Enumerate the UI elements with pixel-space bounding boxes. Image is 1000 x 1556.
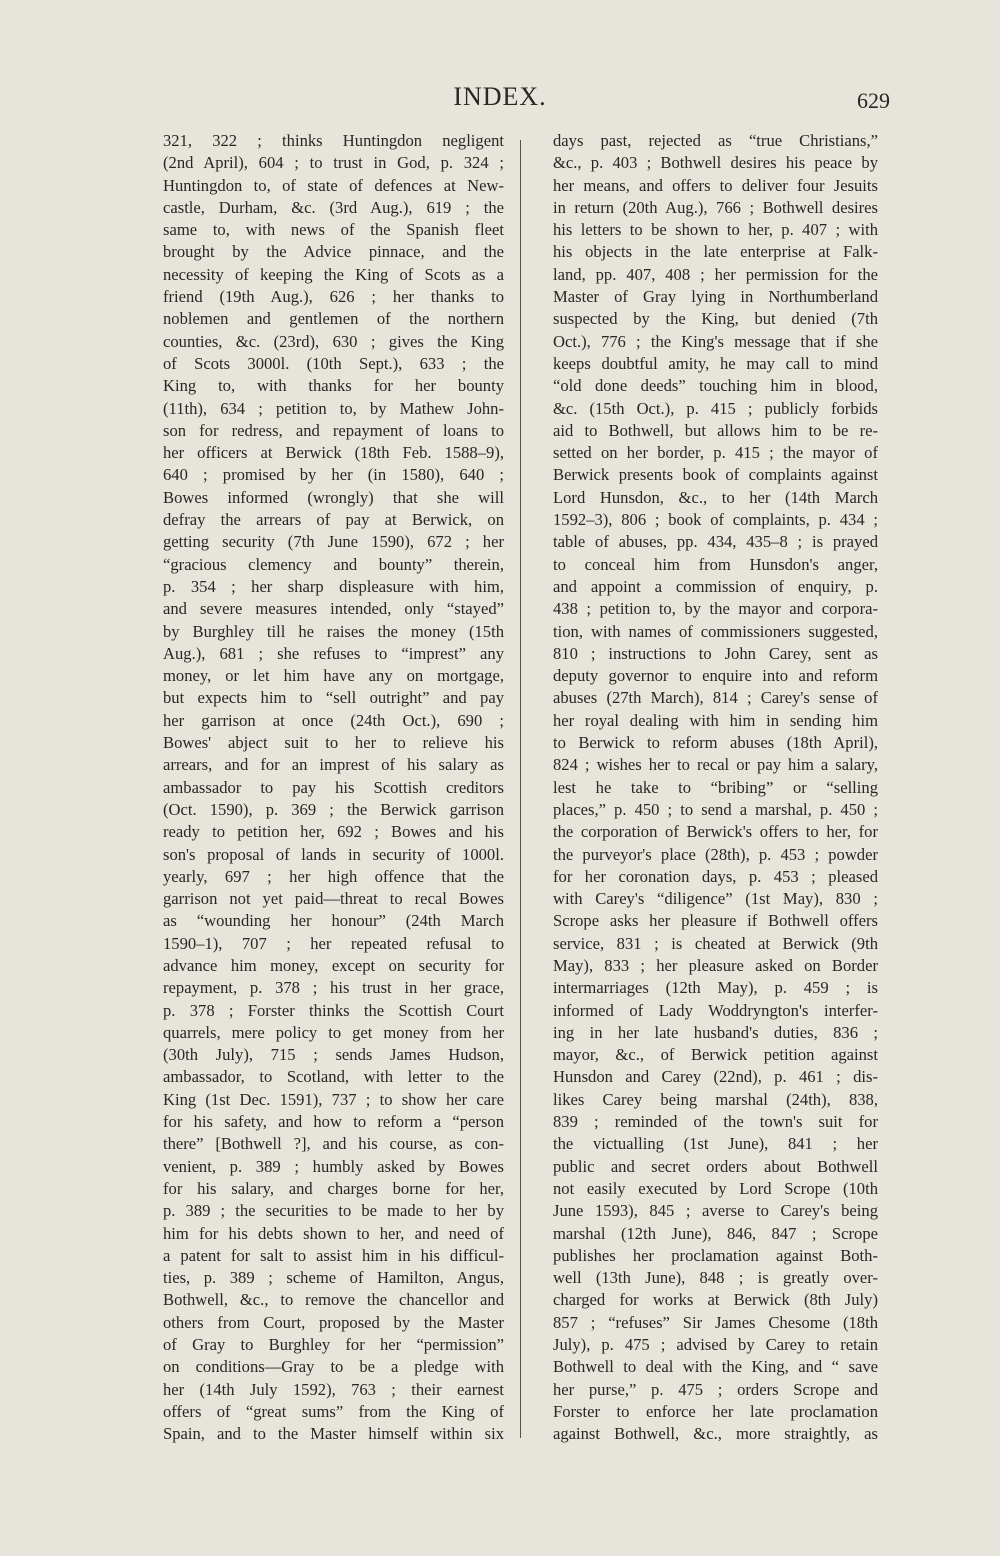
index-text-line: places,” p. 450 ; to send a marshal, p. 450 ; [553, 799, 878, 819]
index-text-line: service, 831 ; is cheated at Berwick (9th [553, 933, 878, 953]
index-text-line: on conditions—Gray to be a pledge with [163, 1357, 504, 1377]
index-text-line: 857 ; “refuses” Sir James Chesome (18th [553, 1312, 878, 1332]
index-text-line: charged for works at Berwick (8th July) [553, 1290, 878, 1310]
index-text-line: 824 ; wishes her to recal or pay him a salary, [553, 755, 878, 775]
index-text-line: 1590–1), 707 ; her repeated refusal to [163, 933, 504, 953]
index-text-line: keeps doubtful amity, he may call to mind [553, 353, 878, 373]
index-text-line: (30th July), 715 ; sends James Hudson, [163, 1045, 504, 1065]
index-text-line: with Carey's “diligence” (1st May), 830 ; [553, 889, 878, 909]
page-header [0, 82, 1000, 122]
index-text-line: marshal (12th June), 846, 847 ; Scrope [553, 1223, 878, 1243]
index-text-line: castle, Durham, &c. (3rd Aug.), 619 ; the [163, 197, 504, 217]
index-text-line: days past, rejected as “true Christians,” [553, 131, 878, 150]
index-text-line: her officers at Berwick (18th Feb. 1588–9), [163, 443, 504, 463]
index-text-line: (2nd April), 604 ; to trust in God, p. 324 ; [163, 153, 504, 173]
index-text-line: Master of Gray lying in Northumberland [553, 287, 878, 307]
index-text-line: ties, p. 389 ; scheme of Hamilton, Angus, [163, 1268, 504, 1288]
index-text-line: likes Carey being marshal (24th), 838, [553, 1089, 878, 1109]
index-text-line: “old done deeds” touching him in blood, [553, 376, 878, 396]
index-text-line: (Oct. 1590), p. 369 ; the Berwick garrison [163, 799, 504, 819]
index-text-line: arrears, and for an imprest of his salary as [163, 755, 504, 775]
index-text-line: ambassador to pay his Scottish creditors [163, 777, 504, 797]
index-text-line: her (14th July 1592), 763 ; their earnest [163, 1379, 504, 1399]
index-text-line: 640 ; promised by her (in 1580), 640 ; [163, 465, 504, 485]
index-text-line: ready to petition her, 692 ; Bowes and his [163, 822, 504, 842]
index-text-line: for her coronation days, p. 453 ; pleased [553, 866, 878, 886]
index-text-line: setted on her border, p. 415 ; the mayor of [553, 443, 878, 463]
index-text-line: and severe measures intended, only “stayed” [163, 599, 504, 619]
index-text-line: lest he take to “bribing” or “selling [553, 777, 878, 797]
index-text-line: &c. (15th Oct.), p. 415 ; publicly forbids [553, 398, 878, 418]
index-text-line: Bothwell to deal with the King, and “ save [553, 1357, 878, 1377]
index-text-line: Lord Hunsdon, &c., to her (14th March [553, 487, 878, 507]
index-text-line: 321, 322 ; thinks Huntingdon negligent [163, 131, 504, 150]
index-text-line: May), 833 ; her pleasure asked on Border [553, 955, 878, 975]
index-text-line: table of abuses, pp. 434, 435–8 ; is prayed [553, 532, 878, 552]
index-text-line: for his safety, and how to reform a “person [163, 1112, 504, 1132]
running-title: INDEX. [453, 82, 547, 111]
index-text-line: others from Court, proposed by the Master [163, 1312, 504, 1332]
index-text-line: June 1593), 845 ; averse to Carey's being [553, 1201, 878, 1221]
right-column [553, 130, 878, 1446]
index-text-line: mayor, &c., of Berwick petition against [553, 1045, 878, 1065]
index-text-line: King (1st Dec. 1591), 737 ; to show her care [163, 1089, 504, 1109]
index-text-line: the victualling (1st June), 841 ; her [553, 1134, 878, 1154]
index-text-line: getting security (7th June 1590), 672 ; her [163, 532, 504, 552]
index-text-line: ambassador, to Scotland, with letter to the [163, 1067, 504, 1087]
index-text-line: her purse,” p. 475 ; orders Scrope and [553, 1379, 878, 1399]
index-text-line: deputy governor to enquire into and reform [553, 666, 878, 686]
index-text-line: necessity of keeping the King of Scots as a [163, 264, 504, 284]
index-text-line: a patent for salt to assist him in his difficul- [163, 1245, 504, 1265]
index-text-line: to conceal him from Hunsdon's anger, [553, 554, 878, 574]
index-text-line: counties, &c. (23rd), 630 ; gives the King [163, 331, 504, 351]
index-text-line: yearly, 697 ; her high offence that the [163, 866, 504, 886]
index-text-line: there” [Bothwell ?], and his course, as con- [163, 1134, 504, 1154]
index-text-line: as “wounding her honour” (24th March [163, 911, 504, 931]
index-text-line: her garrison at once (24th Oct.), 690 ; [163, 710, 504, 730]
index-text-line: p. 378 ; Forster thinks the Scottish Court [163, 1000, 504, 1020]
index-text-line: July), p. 475 ; advised by Carey to retain [553, 1335, 878, 1355]
index-text-line: noblemen and gentlemen of the northern [163, 309, 504, 329]
index-text-line: publishes her proclamation against Both- [553, 1245, 878, 1265]
index-text-line: King to, with thanks for her bounty [163, 376, 504, 396]
index-text-line: quarrels, mere policy to get money from her [163, 1022, 504, 1042]
index-text-line: Forster to enforce her late proclamation [553, 1401, 878, 1421]
index-text-line: 1592–3), 806 ; book of complaints, p. 434 ; [553, 510, 878, 530]
index-text-line: friend (19th Aug.), 626 ; her thanks to [163, 287, 504, 307]
index-text-line: well (13th June), 848 ; is greatly over- [553, 1268, 878, 1288]
left-column [163, 130, 504, 1446]
index-text-line: but expects him to “sell outright” and pay [163, 688, 504, 708]
index-text-line: Scrope asks her pleasure if Bothwell offers [553, 911, 878, 931]
index-text-line: same to, with news of the Spanish fleet [163, 220, 504, 240]
index-text-line: 839 ; reminded of the town's suit for [553, 1112, 878, 1132]
index-text-line: (11th), 634 ; petition to, by Mathew John- [163, 398, 504, 418]
index-text-line: “gracious clemency and bounty” therein, [163, 554, 504, 574]
index-text-line: the corporation of Berwick's offers to her, for [553, 822, 878, 842]
index-text-line: Huntingdon to, of state of defences at New- [163, 175, 504, 195]
index-text-line: not easily executed by Lord Scrope (10th [553, 1178, 878, 1198]
index-text-line: and appoint a commission of enquiry, p. [553, 576, 878, 596]
index-text-line: his letters to be shown to her, p. 407 ; with [553, 220, 878, 240]
page-number: 629 [857, 88, 890, 113]
index-text-line: her means, and offers to deliver four Jesuits [553, 175, 878, 195]
index-text-line: Berwick presents book of complaints against [553, 465, 878, 485]
index-text-line: p. 389 ; the securities to be made to her by [163, 1201, 504, 1221]
index-text-line: in return (20th Aug.), 766 ; Bothwell desires [553, 197, 878, 217]
index-text-line: for his salary, and charges borne for her, [163, 1178, 504, 1198]
index-text-line: the purveyor's place (28th), p. 453 ; powder [553, 844, 878, 864]
index-text-line: suspected by the King, but denied (7th [553, 309, 878, 329]
index-text-line: Oct.), 776 ; the King's message that if she [553, 331, 878, 351]
index-text-line: repayment, p. 378 ; his trust in her grace, [163, 978, 504, 998]
index-text-line: land, pp. 407, 408 ; her permission for the [553, 264, 878, 284]
index-text-line: against Bothwell, &c., more straightly, as [553, 1424, 878, 1444]
index-text-line: aid to Bothwell, but allows him to be re- [553, 420, 878, 440]
index-text-line: Bothwell, &c., to remove the chancellor and [163, 1290, 504, 1310]
index-text-line: to Berwick to reform abuses (18th April), [553, 733, 878, 753]
index-text-line: money, or let him have any on mortgage, [163, 666, 504, 686]
index-text-line: garrison not yet paid—threat to recal Bowes [163, 889, 504, 909]
index-text-line: his objects in the late enterprise at Falk- [553, 242, 878, 262]
index-text-line: son for redress, and repayment of loans to [163, 420, 504, 440]
index-text-line: advance him money, except on security for [163, 955, 504, 975]
index-text-line: of Scots 3000l. (10th Sept.), 633 ; the [163, 353, 504, 373]
index-text-line: public and secret orders about Bothwell [553, 1156, 878, 1176]
index-text-line: Spain, and to the Master himself within six [163, 1424, 504, 1444]
index-text-line: Hunsdon and Carey (22nd), p. 461 ; dis- [553, 1067, 878, 1087]
index-text-line: Aug.), 681 ; she refuses to “imprest” any [163, 643, 504, 663]
index-text-line: ing in her late husband's duties, 836 ; [553, 1022, 878, 1042]
index-text-line: p. 354 ; her sharp displeasure with him, [163, 576, 504, 596]
index-text-line: &c., p. 403 ; Bothwell desires his peace by [553, 153, 878, 173]
index-text-line: Bowes informed (wrongly) that she will [163, 487, 504, 507]
index-text-line: 810 ; instructions to John Carey, sent as [553, 643, 878, 663]
index-text-line: of Gray to Burghley for her “permission” [163, 1335, 504, 1355]
index-text-line: son's proposal of lands in security of 1000l. [163, 844, 504, 864]
index-text-line: offers of “great sums” from the King of [163, 1401, 504, 1421]
index-text-line: tion, with names of commissioners suggested, [553, 621, 878, 641]
column-divider [520, 140, 521, 1438]
index-text-line: Bowes' abject suit to her to relieve his [163, 733, 504, 753]
index-text-line: 438 ; petition to, by the mayor and corpora- [553, 599, 878, 619]
index-text-line: him for his debts shown to her, and need of [163, 1223, 504, 1243]
index-text-line: brought by the Advice pinnace, and the [163, 242, 504, 262]
index-text-line: her royal dealing with him in sending him [553, 710, 878, 730]
index-text-line: by Burghley till he raises the money (15th [163, 621, 504, 641]
index-text-line: informed of Lady Woddryngton's interfer- [553, 1000, 878, 1020]
index-text-line: venient, p. 389 ; humbly asked by Bowes [163, 1156, 504, 1176]
index-text-line: abuses (27th March), 814 ; Carey's sense of [553, 688, 878, 708]
index-text-line: intermarriages (12th May), p. 459 ; is [553, 978, 878, 998]
index-text-line: defray the arrears of pay at Berwick, on [163, 510, 504, 530]
